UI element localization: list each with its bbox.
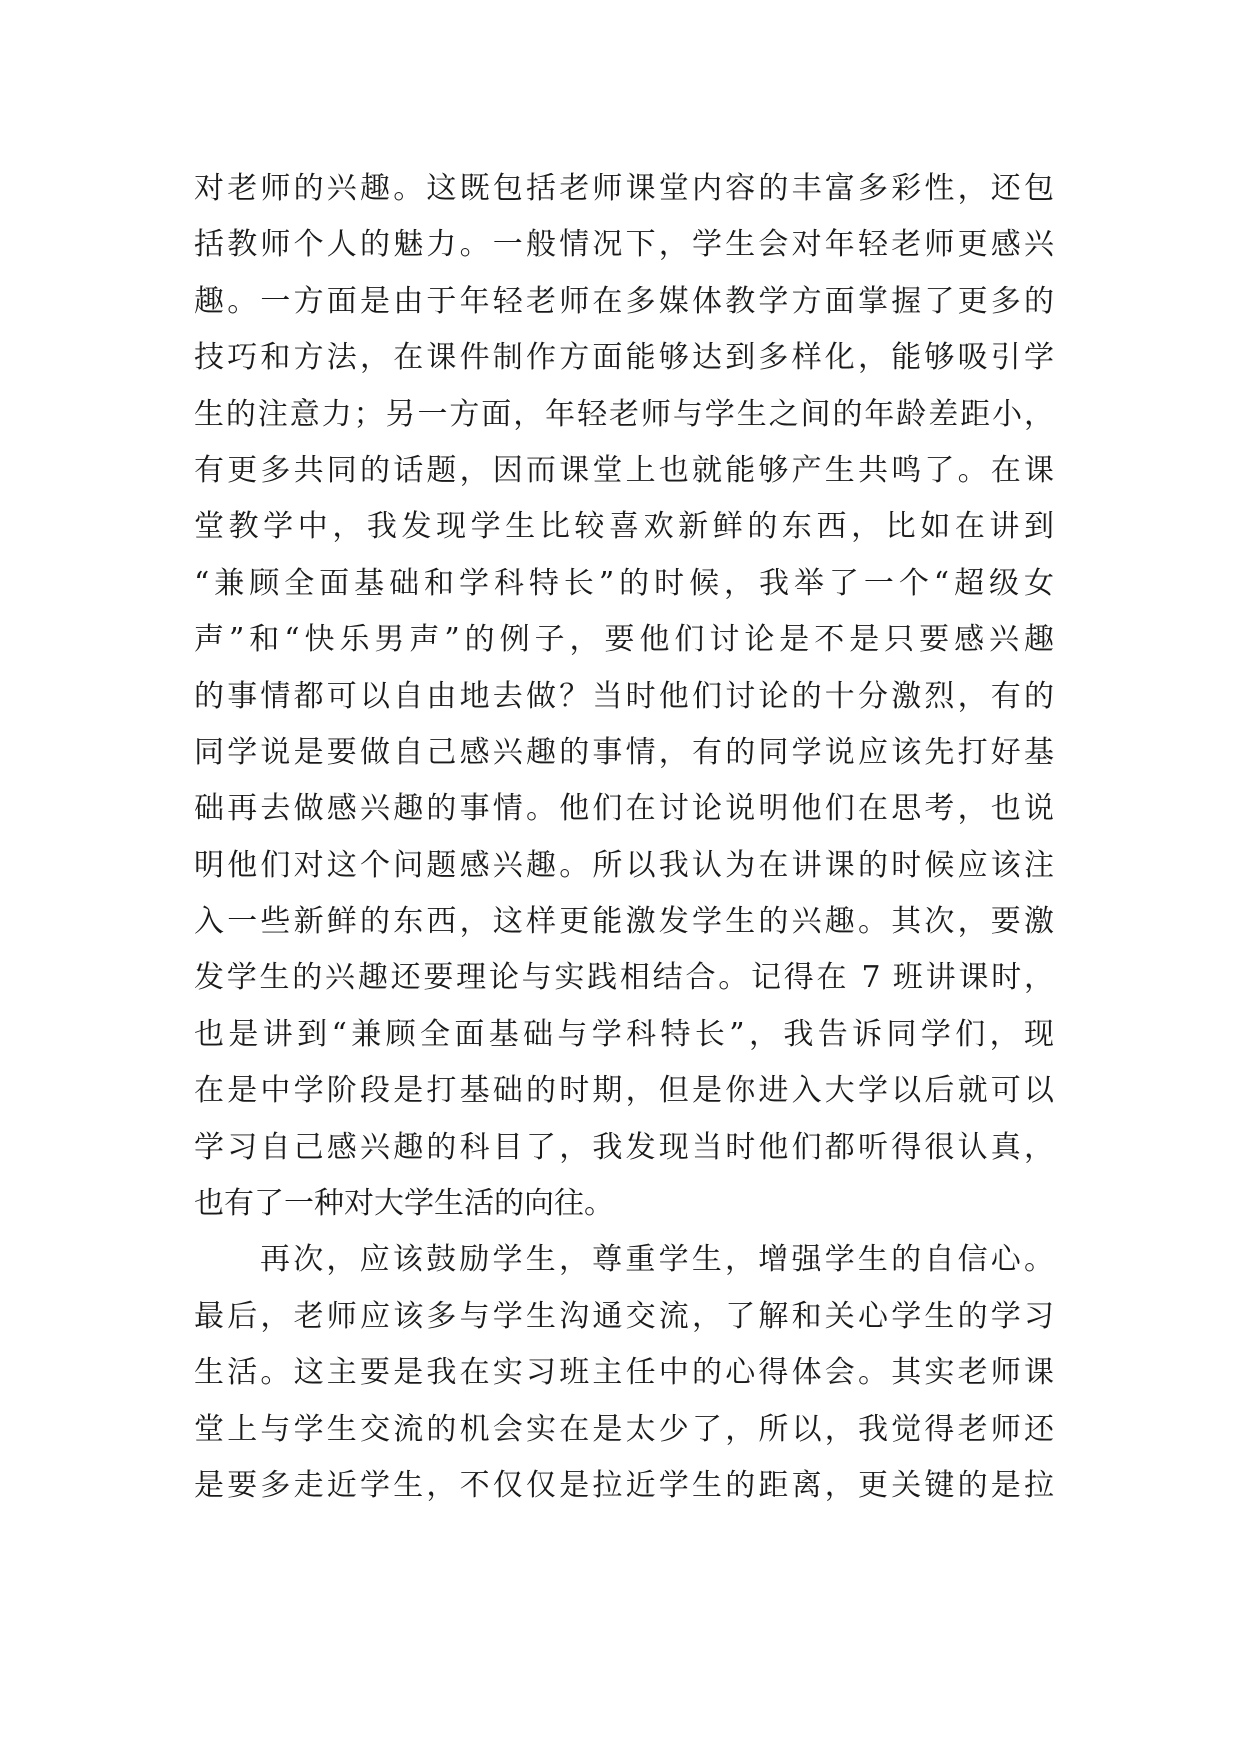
text-line: 对老师的兴趣。这既包括老师课堂内容的丰富多彩性，还包 <box>194 171 1054 206</box>
text-line: 入一些新鲜的东西，这样更能激发学生的兴趣。其次，要激 <box>194 904 1054 940</box>
text-line: 明他们对这个问题感兴趣。所以我认为在讲课的时候应该注 <box>194 847 1054 883</box>
paragraph-first-line: 再次，应该鼓励学生，尊重学生，增强学生的自信心。 <box>260 1242 1054 1278</box>
text-line: 学习自己感兴趣的科目了，我发现当时他们都听得很认真， <box>194 1129 1054 1165</box>
text-line: 堂上与学生交流的机会实在是太少了，所以，我觉得老师还 <box>194 1411 1054 1447</box>
text-line: 是要多走近学生，不仅仅是拉近学生的距离，更关键的是拉 <box>194 1467 1054 1503</box>
text-line: 最后，老师应该多与学生沟通交流，了解和关心学生的学习 <box>194 1298 1054 1334</box>
text-line: 发学生的兴趣还要理论与实践相结合。记得在 7 班讲课时， <box>194 960 1054 996</box>
text-line: 的事情都可以自由地去做？当时他们讨论的十分激烈，有的 <box>194 678 1054 714</box>
body-text <box>194 161 1054 1514</box>
text-line: “兼顾全面基础和学科特长”的时候，我举了一个“超级女 <box>194 565 1054 601</box>
text-line: 括教师个人的魅力。一般情况下，学生会对年轻老师更感兴 <box>194 227 1054 263</box>
text-line: 生活。这主要是我在实习班主任中的心得体会。其实老师课 <box>194 1355 1054 1391</box>
text-line: 趣。一方面是由于年轻老师在多媒体教学方面掌握了更多的 <box>194 283 1054 319</box>
text-line: 也是讲到“兼顾全面基础与学科特长”，我告诉同学们，现 <box>194 1016 1054 1052</box>
text-line: 堂教学中，我发现学生比较喜欢新鲜的东西，比如在讲到 <box>194 509 1054 545</box>
text-line: 础再去做感兴趣的事情。他们在讨论说明他们在思考，也说 <box>194 791 1054 827</box>
text-line: 技巧和方法，在课件制作方面能够达到多样化，能够吸引学 <box>194 340 1054 376</box>
paragraph-last-line: 也有了一种对大学生活的向往。 <box>194 1186 614 1222</box>
text-line: 在是中学阶段是打基础的时期，但是你进入大学以后就可以 <box>194 1073 1054 1109</box>
text-line: 同学说是要做自己感兴趣的事情，有的同学说应该先打好基 <box>194 734 1054 770</box>
text-line: 声”和“快乐男声”的例子，要他们讨论是不是只要感兴趣 <box>194 622 1054 658</box>
text-line: 有更多共同的话题，因而课堂上也就能够产生共鸣了。在课 <box>194 452 1054 488</box>
text-line: 生的注意力；另一方面，年轻老师与学生之间的年龄差距小， <box>194 396 1054 432</box>
